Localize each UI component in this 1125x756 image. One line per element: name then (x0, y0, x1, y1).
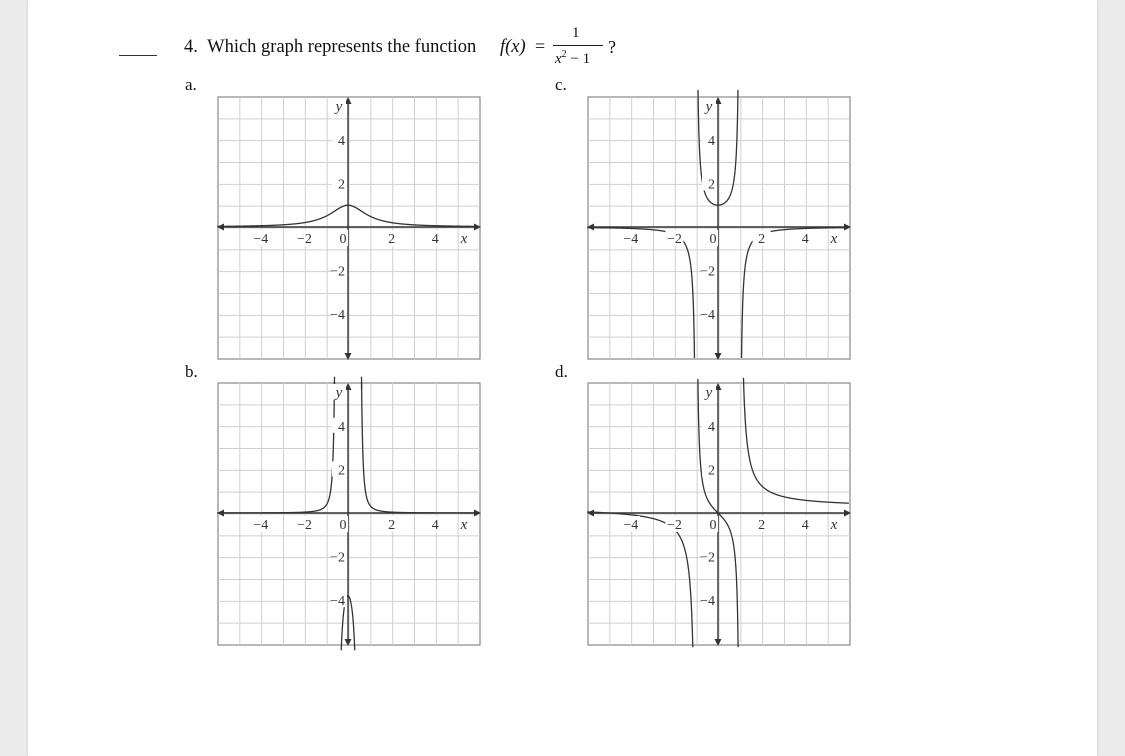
y-axis-label: y (705, 385, 713, 401)
x-tick-label: 4 (801, 518, 809, 533)
fraction-bar (553, 45, 603, 46)
question-prompt: Which graph represents the function (207, 37, 477, 57)
graph-option-d[interactable] (587, 382, 851, 646)
y-tick-label: −2 (700, 264, 715, 280)
option-label-a[interactable]: a. (185, 75, 197, 94)
x-tick-label: −2 (666, 232, 682, 247)
x-tick-label: −4 (623, 232, 639, 247)
x-tick-label: −4 (253, 232, 269, 247)
graph-option-c[interactable] (587, 96, 851, 360)
question-mark: ? (608, 37, 616, 57)
origin-label: 0 (709, 232, 717, 247)
x-axis-label: x (830, 231, 838, 247)
y-tick-label: 4 (338, 133, 345, 149)
y-axis-label: y (335, 99, 343, 115)
fraction-numerator: 1 (572, 25, 580, 41)
x-tick-label: −2 (296, 232, 312, 247)
y-tick-label: −4 (700, 308, 715, 324)
x-tick-label: 4 (431, 232, 439, 247)
y-tick-label: 4 (708, 419, 715, 435)
y-axis-label: y (705, 99, 713, 115)
y-tick-label: −4 (700, 594, 715, 610)
function-lhs: f(x) (500, 37, 526, 57)
origin-label: 0 (339, 518, 347, 533)
fraction-denominator (555, 49, 590, 68)
y-tick-label: 2 (338, 177, 345, 193)
x-tick-label: 2 (758, 232, 766, 247)
y-tick-label: −4 (330, 594, 345, 610)
x-tick-label: −4 (253, 518, 269, 533)
y-tick-label: −4 (330, 308, 345, 324)
y-tick-label: −2 (330, 550, 345, 566)
y-tick-label: 4 (708, 133, 715, 149)
denominator-exponent: 2 (561, 49, 567, 60)
y-tick-label: 2 (708, 177, 715, 193)
y-tick-label: −2 (700, 550, 715, 566)
x-tick-label: 2 (388, 232, 396, 247)
x-axis-label: x (830, 517, 838, 533)
graph-option-b[interactable] (217, 382, 481, 646)
answer-blank[interactable] (119, 55, 157, 56)
y-tick-label: 2 (708, 463, 715, 479)
question-text (184, 37, 476, 58)
x-axis-label: x (460, 231, 468, 247)
origin-label: 0 (339, 232, 347, 247)
option-label-c[interactable]: c. (555, 75, 567, 94)
x-tick-label: −2 (296, 518, 312, 533)
denominator-rest: − 1 (566, 51, 591, 67)
x-tick-label: −2 (666, 518, 682, 533)
y-tick-label: −2 (330, 264, 345, 280)
denominator-variable: x (555, 51, 562, 67)
origin-label: 0 (709, 518, 717, 533)
worksheet-page (28, 0, 1097, 756)
y-axis-label: y (335, 385, 343, 401)
option-label-b[interactable]: b. (185, 362, 198, 381)
x-axis-label: x (460, 517, 468, 533)
x-tick-label: −4 (623, 518, 639, 533)
equals-sign: = (535, 36, 546, 56)
question-number: 4. (184, 37, 198, 57)
x-tick-label: 2 (388, 518, 396, 533)
x-tick-label: 2 (758, 518, 766, 533)
option-label-d[interactable]: d. (555, 362, 568, 381)
x-tick-label: 4 (801, 232, 809, 247)
y-tick-label: 4 (338, 419, 345, 435)
y-tick-label: 2 (338, 463, 345, 479)
graph-option-a[interactable] (217, 96, 481, 360)
x-tick-label: 4 (431, 518, 439, 533)
